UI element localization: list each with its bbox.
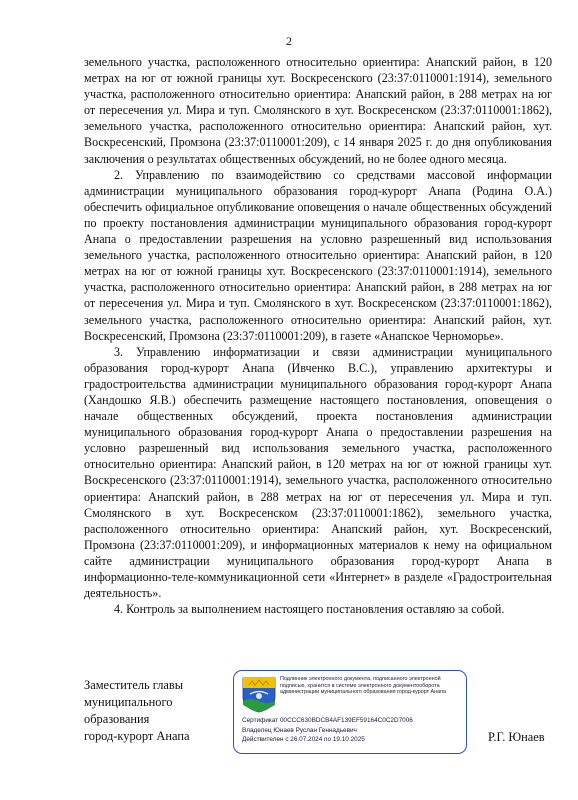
signatory-name: Р.Г. Юнаев — [488, 730, 545, 744]
certificate-owner: Владелец Юнаев Руслан Геннадьевич — [242, 726, 357, 734]
paragraph-4: 4. Контроль за выполнением настоящего постановления оставляю за собой. — [114, 602, 505, 617]
page-number: 2 — [286, 34, 292, 48]
document-body — [84, 54, 552, 617]
stamp-note: Подлинник электронного документа, подписанного электронной подписью, хранится в системе электронного документооборота администрации муниципального образования город-курорт Анапа — [280, 676, 447, 695]
certificate-validity: Действителен с 26.07.2024 по 19.10.2025 — [242, 736, 365, 743]
signatory-title — [84, 677, 189, 745]
signatory-title-line: образования — [84, 712, 150, 726]
stamp-meta — [242, 716, 413, 745]
signatory-title-line: Заместитель главы — [84, 678, 184, 692]
certificate-number: Сертификат 00CCC630BDCB4AF139EF59164C0C2D7006 — [242, 717, 413, 724]
signatory-title-line: город-курорт Анапа — [84, 729, 190, 743]
signatory-title-line: муниципального — [84, 695, 173, 709]
electronic-signature-stamp — [233, 670, 467, 754]
paragraph-continuation: земельного участка, расположенного относительно ориентира: Анапский район, в 120 метрах на юг от южной границы хут. Воскресенского (23:37:0110001:1914), земельного участка, расположенного относительно ориентира: Анапский район, в 288 метрах на юг от пересечения ул. Мира и туп. Смолянского в хут. Воскресенском (23:37:0110001:1862), земельного участка, расположенного относительно ориентира: Анапский район, хут. Воскресенский, Промзона (23:37:0110001:209), с 14 января 2025 г. до дня опубликования заключения о результатах общественных обсуждений, но не более одного месяца. — [84, 55, 552, 166]
paragraph-3: 3. Управлению информатизации и связи администрации муниципального образования город-курорт Анапа (Ивченко В.С.), управлению архитектуры и градостроительства администрации муниципального образования город-курорт Анапа (Хандошко Я.В.) обеспечить размещение настоящего постановления, оповещения о начале общественных обсуждений, проекта постановления администрации муниципального образования город-курорт Анапа о предоставлении разрешения на условно разрешенный вид использования земельного участка, расположенного относительно ориентира: Анапский район, в 120 метрах на юг от южной границы хут. Воскресенского (23:37:0110001:1914), земельного участка, расположенного относительно ориентира: Анапский район, в 288 метрах на юг от пересечения ул. Мира и туп. Смолянского в хут. Воскресенском (23:37:0110001:1862), земельного участка, расположенного относительно ориентира: Анапский район, хут. Воскресенский, Промзона (23:37:0110001:209), и информационных материалов к нему на официальном сайте администрации муниципального образования город-курорт Анапа в информационно-теле-коммуникационной сети «Интернет» в разделе «Градостроительная деятельность». — [84, 344, 552, 601]
coat-of-arms-icon — [242, 677, 276, 713]
paragraph-2: 2. Управлению по взаимодействию со средствами массовой информации администрации муниципального образования город-курорт Анапа (Родина О.А.) обеспечить официальное опубликование оповещения о начале общественных обсуждений по проекту постановления администрации муниципального образования город-курорт Анапа о предоставлении разрешения на условно разрешенный вид использования земельного участка, расположенного относительно ориентира: Анапский район, в 120 метрах на юг от южной границы хут. Воскресенского (23:37:0110001:1914), земельного участка, расположенного относительно ориентира: Анапский район, в 288 метрах на юг от пересечения ул. Мира и туп. Смолянского в хут. Воскресенском (23:37:0110001:1862), земельного участка, расположенного относительно ориентира: Анапский район, хут. Воскресенский, Промзона (23:37:0110001:209), в газете «Анапское Черноморье». — [84, 167, 552, 343]
